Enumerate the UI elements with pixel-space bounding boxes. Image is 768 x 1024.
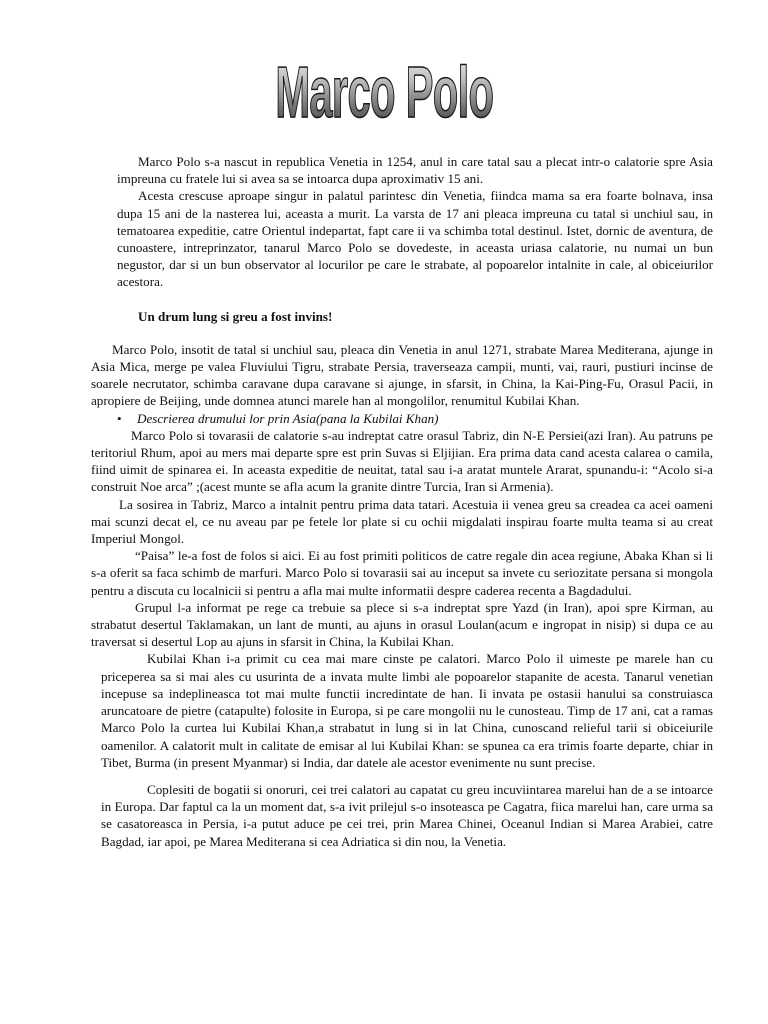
bullet-item <box>117 410 713 427</box>
court-paragraph-1: Kubilai Khan i-a primit cu cea mai mare cinste pe calatori. Marco Polo il uimeste pe marele han cu priceperea sa si mai ales cu usurinta de a invata multe limbi ale popoarelor stapanite de acesta. Tanarul venetian incepuse sa indeplineasca tot mai multe functii incredintate de han. Ii invata pe ostasii hanului sa construiasca aruncatoare de pietre (catapulte) folosite in Europa, si pe care mongolii nu le cunosteau. Timp de 17 ani, cat a ramas Marco Polo la curtea lui Kubilai Khan,a strabatut in lung si in lat China, cunoscand relieful tarii si obiceiurile oamenilor. A calatorit mult in calitate de emisar al lui Kubilai Khan: se spunea ca era trimis foarte departe, chiar in Tibet, Burma (in present Myanmar) si India, dar datele ale acestor evenimente nu sunt precise. <box>101 651 713 770</box>
bullet-icon: • <box>117 410 122 426</box>
page-title: Marco Polo <box>275 51 493 133</box>
section-heading: Un drum lung si greu a fost invins! <box>138 308 333 324</box>
intro-paragraph-1: Marco Polo s-a nascut in republica Venetia in 1254, anul in care tatal sau a plecat intr-o calatorie spre Asia impreuna cu fratele lui si avea sa se intoarca dupa aproximativ 15 ani. <box>117 154 713 187</box>
journey-paragraph-1: Marco Polo si tovarasii de calatorie s-au indreptat catre orasul Tabriz, din N-E Persiei(azi Iran). Au patruns pe teritoriul Rhum, apoi au mers mai departe spre est prin Suvas si Eljijian. Era prima data cand acesta calarea o camila, fiind uimit de spinarea ei. In aceasta expeditie de neuitat, tatal sau i-a aratat muntele Ararat, spunandu-i: “Acolo si-a construit Noe arca” ;(acest munte se afla acum la granite dintre Turcia, Iran si Armenia). <box>91 427 713 495</box>
document-body <box>91 153 713 850</box>
journey-paragraph-2: La sosirea in Tabriz, Marco a intalnit pentru prima data tatari. Acestuia ii venea greu sa creadea ca acei oameni mai scunzi decat el, ce nu aveau par pe fetele lor plate si cu ochii migdalati inspirau foarte multa teama si au creat Imperiul Mongol. <box>91 496 713 547</box>
journey-paragraph-4: Grupul l-a informat pe rege ca trebuie sa plece si s-a indreptat spre Yazd (in Iran), apoi spre Kirman, au strabatut desertul Taklamakan, un lant de munti, au ajuns in orasul Loulan(acum e ingropat in nisip) si dupa ce au traversat si desertul Lop au ajuns in sfarsit in China, la Kubilai Khan. <box>91 599 713 650</box>
journey-paragraph-3: “Paisa” le-a fost de folos si aici. Ei au fost primiti politicos de catre regale din acea regiune, Abaka Khan si li s-a oferit sa faca schimb de marfuri. Marco Polo si tovarasii sai au inceput sa invete cu seriozitate persana si mongola pentru a discuta cu localnicii si pentru a afla mai multe informatii despre caderea recenta a Bagdadului. <box>91 548 713 598</box>
title-container <box>0 52 768 132</box>
court-paragraph-2: Coplesiti de bogatii si onoruri, cei trei calatori au capatat cu greu incuviintarea marelui han de a se intoarce in Europa. Dar faptul ca la un moment dat, s-a ivit prilejul s-o insoteasca pe Cagatra, fiica marelui han, care urma sa se casatoreasca in Persia, i-a putut aduce pe cei trei, prin Marea Chinei, Oceanul Indian si Marea Arabiei, catre Bagdad, iar apoi, pe Marea Mediterana si cea Adriatica si din nou, la Venetia. <box>101 781 713 849</box>
bullet-text: Descrierea drumului lor prin Asia(pana la Kubilai Khan) <box>137 410 439 426</box>
journey-overview-paragraph: Marco Polo, insotit de tatal si unchiul sau, pleaca din Venetia in anul 1271, strabate Marea Mediterana, ajunge in Asia Mica, merge pe valea Fluviului Tigru, strabate Persia, traverseaza campii, munti, vai, rauri, pustiuri incinse de soarele necrutator, schimba caravane dupa caravane si ajunge, in sfarsit, in China, la Kai-Ping-Fu, Orasul Pacii, in apropiere de Beijing, unde domnea atunci marele han al mongolilor, renumitul Kubilai Khan. <box>91 341 713 409</box>
intro-paragraph-2: Acesta crescuse aproape singur in palatul parintesc din Venetia, fiindca mama sa era foarte bolnava, insa dupa 15 ani de la nasterea lui, aceasta a murit. La varsta de 17 ani pleaca impreuna cu tatal si unchiul sau, in tematoarea expeditie, catre Orientul indepartat, fapt care ii va schimba total destinul. Istet, dornic de aventura, de cunoastere, intreprinzator, tanarul Marco Polo se dovedeste, in aceasta uriasa calatorie, nu numai un bun negustor, dar si un bun observator al locurilor pe care le strabate, al popoarelor intalnite in cale, al obiceiurilor acestora. <box>117 188 713 290</box>
